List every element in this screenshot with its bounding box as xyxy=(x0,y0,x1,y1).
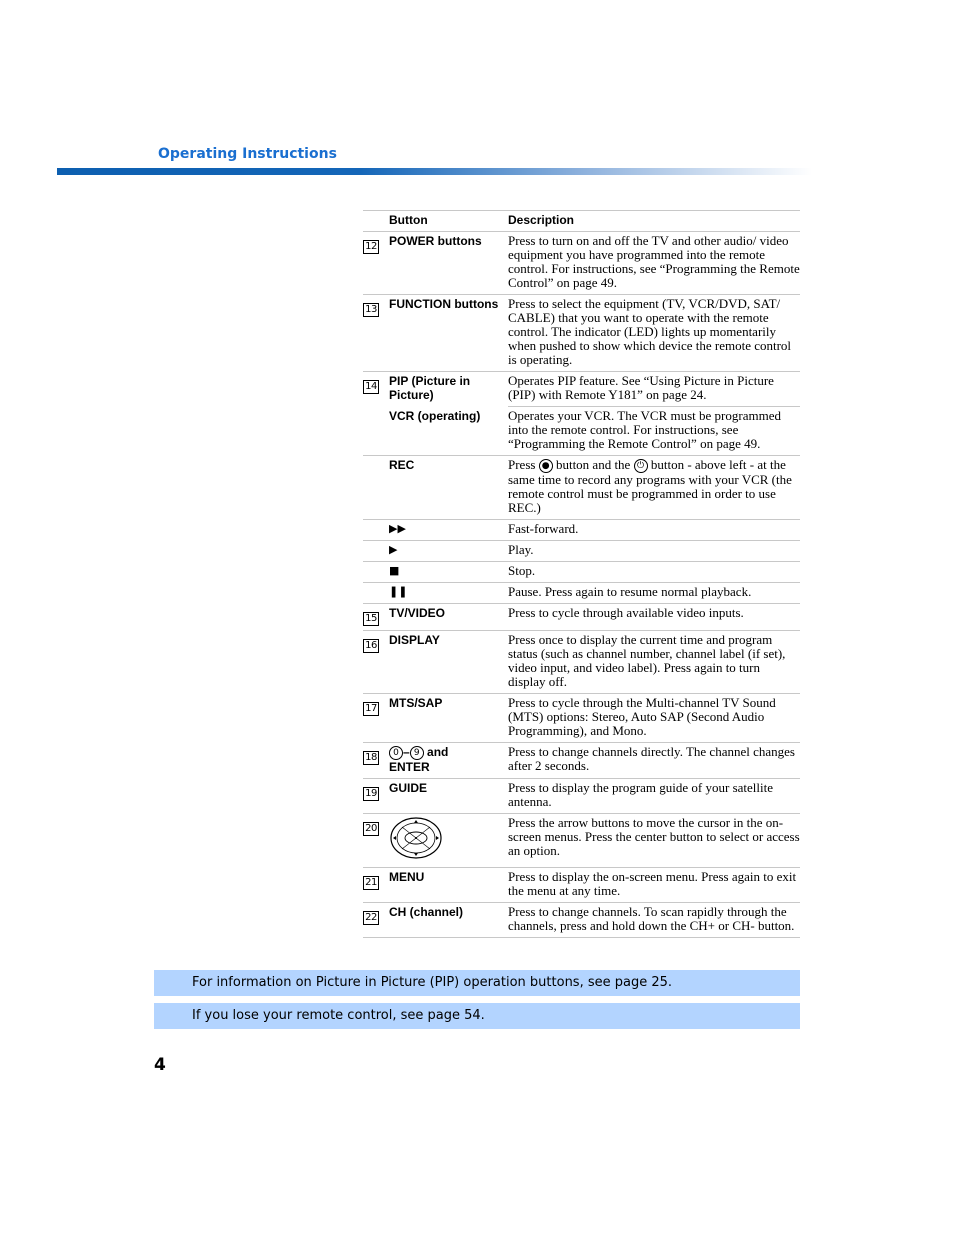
stop-icon: ■ xyxy=(389,562,508,583)
page-number: 4 xyxy=(154,1055,166,1075)
button-name: DISPLAY xyxy=(389,631,508,694)
button-name xyxy=(389,743,508,779)
button-description: Play. xyxy=(508,541,800,562)
table-row xyxy=(363,583,800,604)
button-name: REC xyxy=(389,456,508,520)
table-row xyxy=(363,520,800,541)
button-table xyxy=(363,210,800,938)
button-description: Fast-forward. xyxy=(508,520,800,541)
dash-icon: – xyxy=(403,745,410,760)
button-description: Press to display the on-screen menu. Press again to exit the menu at any time. xyxy=(508,867,800,902)
play-icon: ▶ xyxy=(389,541,508,562)
note-pip: For information on Picture in Picture (PIP) operation buttons, see page 25. xyxy=(154,970,800,996)
button-description: Operates PIP feature. See “Using Picture in Picture (PIP) with Remote Y181” on page 24. xyxy=(508,372,800,407)
item-number: 17 xyxy=(363,702,379,716)
button-description: Press to turn on and off the TV and other audio/ video equipment you have programmed into the remote control. For instructions, see “Programming the Remote Control” on page 49. xyxy=(508,232,800,295)
table-row xyxy=(363,456,800,520)
desc-part: button and the xyxy=(555,457,631,472)
button-description: Press to cycle through the Multi-channel TV Sound (MTS) options: Stereo, Auto SAP (Second Audio Programming), and Mono. xyxy=(508,694,800,743)
note-lost-remote: If you lose your remote control, see page 54. xyxy=(154,1003,800,1029)
table-row xyxy=(363,902,800,937)
table-row xyxy=(363,295,800,372)
button-name: MENU xyxy=(389,867,508,902)
button-description: Press to change channels directly. The channel changes after 2 seconds. xyxy=(508,743,800,779)
column-header-description: Description xyxy=(508,211,800,232)
item-number: 21 xyxy=(363,876,379,890)
record-button-icon: ● xyxy=(539,459,553,473)
button-and: and xyxy=(427,745,449,760)
table-header-row xyxy=(363,211,800,232)
item-number: 18 xyxy=(363,751,379,765)
button-name: TV/VIDEO xyxy=(389,604,508,631)
desc-part: Press xyxy=(508,457,536,472)
section-title: Operating Instructions xyxy=(158,146,337,162)
pause-icon: ❚❚ xyxy=(389,583,508,604)
table-row xyxy=(363,604,800,631)
button-name: GUIDE xyxy=(389,778,508,813)
item-number: 19 xyxy=(363,787,379,801)
button-description: Operates your VCR. The VCR must be programmed into the remote control. For instructions, see “Programming the Remote Control” on page 49. xyxy=(508,407,800,456)
item-number: 15 xyxy=(363,612,379,626)
item-number: 12 xyxy=(363,240,379,254)
table-row xyxy=(363,232,800,295)
joystick-icon xyxy=(389,816,443,860)
digit-zero-icon: 0 xyxy=(389,746,403,760)
column-header-button: Button xyxy=(389,211,508,232)
button-description: Press the arrow buttons to move the cursor in the on-screen menus. Press the center button to select or access an option. xyxy=(508,813,800,867)
button-description: Press to cycle through available video inputs. xyxy=(508,604,800,631)
button-description: Stop. xyxy=(508,562,800,583)
button-name: FUNCTION buttons xyxy=(389,295,508,372)
table-row xyxy=(363,562,800,583)
table-row xyxy=(363,372,800,407)
button-name: MTS/SAP xyxy=(389,694,508,743)
table-row xyxy=(363,694,800,743)
button-name: VCR (operating) xyxy=(389,408,481,423)
fast-forward-icon: ▶▶ xyxy=(389,520,508,541)
item-number: 16 xyxy=(363,639,379,653)
table-row xyxy=(363,743,800,779)
item-number: 13 xyxy=(363,303,379,317)
item-number: 20 xyxy=(363,822,379,836)
button-name: POWER buttons xyxy=(389,232,508,295)
table-row xyxy=(363,631,800,694)
item-number: 14 xyxy=(363,380,379,394)
button-description: Press to select the equipment (TV, VCR/DVD, SAT/ CABLE) that you want to operate with the remote control. The indicator (LED) lights up momentarily when pushed to show which device the remote control is operating. xyxy=(508,295,800,372)
power-button-icon: ⏻ xyxy=(634,459,648,473)
table-row xyxy=(363,778,800,813)
button-description: Press to change channels. To scan rapidly through the channels, press and hold down the CH+ or CH- button. xyxy=(508,902,800,937)
table-row xyxy=(363,867,800,902)
table-row xyxy=(363,407,800,456)
button-description: Press to display the program guide of your satellite antenna. xyxy=(508,778,800,813)
desc-part: button - above left - at the same time to record any programs with your VCR (the remote control must be programmed in order to use REC.) xyxy=(508,457,792,516)
button-description: Press once to display the current time and program status (such as channel number, channel label (if set), video input, and video label). Press again to turn display off. xyxy=(508,631,800,694)
enter-label: ENTER xyxy=(389,759,430,774)
joystick-button-cell xyxy=(389,813,508,867)
button-name: PIP (Picture in Picture) xyxy=(389,372,508,407)
table-row xyxy=(363,541,800,562)
button-name: CH (channel) xyxy=(389,902,508,937)
button-description xyxy=(508,456,800,520)
button-description: Pause. Press again to resume normal playback. xyxy=(508,583,800,604)
header-bar xyxy=(57,168,812,175)
table-row xyxy=(363,813,800,867)
item-number: 22 xyxy=(363,911,379,925)
digit-nine-icon: 9 xyxy=(410,746,424,760)
